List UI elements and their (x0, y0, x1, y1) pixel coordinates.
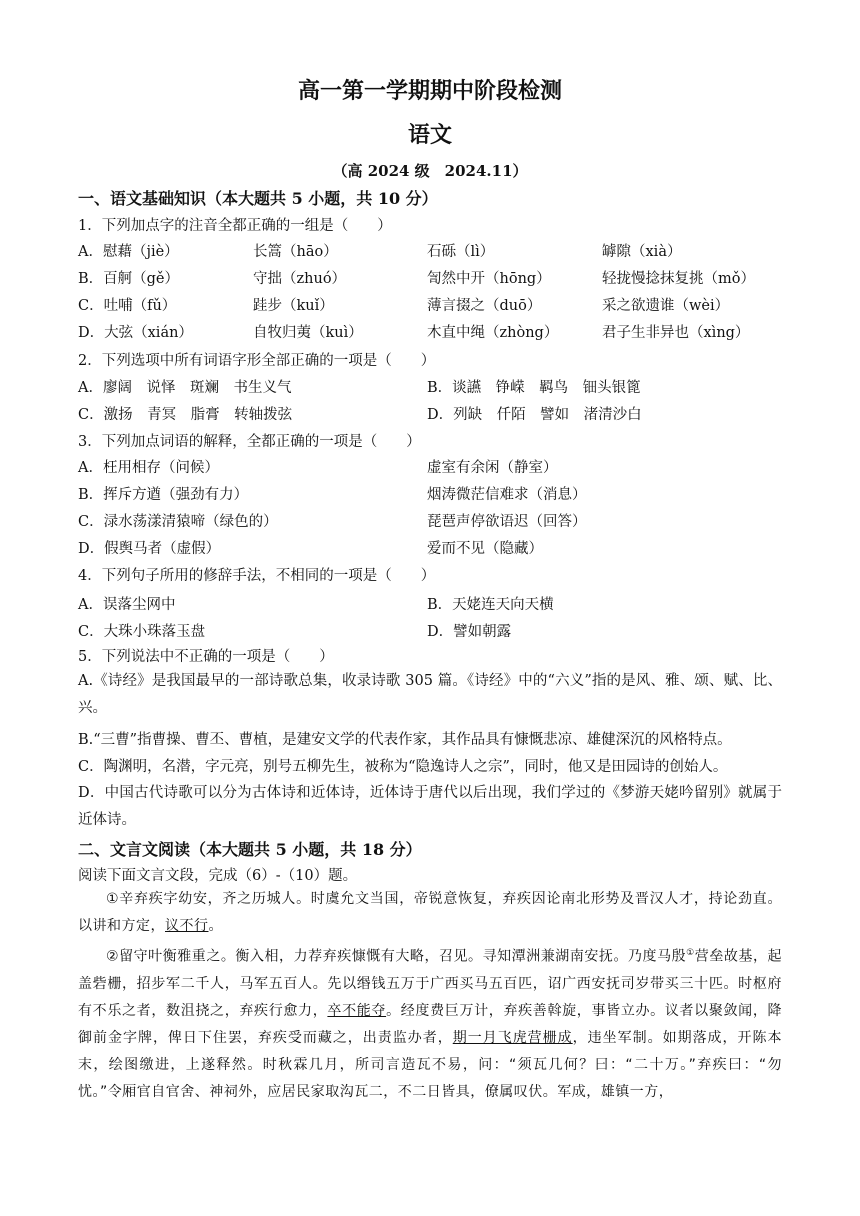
p2-text-b: 营垒故基，起盖砦栅，招步军二千人，马军五百人。先以缗钱五万于广西买马五百匹，诏广西安抚司岁带买三十匹。时枢府有不乐之者，数沮挠之，弃疾行愈力， (78, 948, 782, 1019)
p2-underlined-2: 期一月飞虎营栅成 (452, 1029, 573, 1046)
q3-row-b (78, 483, 782, 503)
p2-underlined-1: 卒不能夺 (327, 1002, 387, 1019)
q4-option-c: C．大珠小珠落玉盘 (78, 624, 206, 640)
q3-c-2: 琵琶声停欲语迟（回答） (427, 514, 587, 530)
q4-option-d: D．譬如朝露 (427, 624, 512, 640)
passage-paragraph-1 (78, 886, 782, 940)
q3-row-c (78, 510, 782, 530)
q1-a-1: A．慰藉（jiè） (78, 244, 179, 260)
section2-heading: 二、文言文阅读（本大题共 5 小题，共 18 分） (78, 840, 422, 859)
q1-a-3: 石砾（lì） (427, 244, 495, 260)
q5-option-a: A.《诗经》是我国最早的一部诗歌总集，收录诗歌 305 篇。《诗经》中的“六义”指的是风、雅、颂、赋、比、兴。 (78, 673, 782, 716)
p2-footnote-mark: ① (686, 948, 695, 958)
q1-row-c (78, 294, 782, 314)
exam-title: 高一第一学期期中阶段检测 (297, 78, 562, 104)
q3-a-2: 虚室有余闲（静室） (427, 460, 558, 476)
q5-option-b: B.“三曹”指曹操、曹丕、曹植，是建安文学的代表作家，其作品具有慷慨悲凉、雄健深沉的风格特点。 (78, 732, 732, 748)
q1-c-1: C．吐哺（fǔ） (78, 298, 177, 314)
q3-b-2: 烟涛微茫信难求（消息） (427, 487, 587, 503)
q5-stem: 5．下列说法中不正确的一项是（ ） (78, 649, 334, 665)
q2-option-a: A．廖阔 说怿 斑斓 书生义气 (78, 380, 292, 396)
q1-c-2: 跬步（kuǐ） (253, 298, 334, 314)
q4-row-ab (78, 593, 782, 613)
q2-option-b: B．谈讌 铮嵘 羁鸟 钿头银篦 (427, 380, 641, 396)
q4-row-cd (78, 620, 782, 640)
q3-stem: 3．下列加点词语的解释，全都正确的一项是（ ） (78, 434, 421, 450)
q2-option-c: C．激扬 青冥 脂膏 转轴拨弦 (78, 407, 293, 423)
q1-d-2: 自牧归荑（kuì） (253, 325, 363, 341)
q1-row-a (78, 240, 782, 260)
p1-text-a: ①辛弃疾字幼安，齐之历城人。时虞允文当国，帝锐意恢复，弃疾因论南北形势及晋汉人才，持论劲直。以讲和方定， (78, 891, 782, 934)
q2-stem: 2．下列选项中所有词语字形全部正确的一项是（ ） (78, 353, 436, 369)
q2-row-ab (78, 376, 782, 396)
q4-stem: 4．下列句子所用的修辞手法，不相同的一项是（ ） (78, 568, 436, 584)
q1-b-4: 轻拢慢捻抹复挑（mǒ） (602, 271, 755, 287)
q5-option-d: D．中国古代诗歌可以分为古体诗和近体诗，近体诗于唐代以后出现，我们学过的《梦游天姥吟留别》就属于近体诗。 (78, 785, 782, 828)
section1-heading: 一、语文基础知识（本大题共 5 小题，共 10 分） (78, 189, 438, 208)
p1-underlined: 议不行 (165, 918, 209, 934)
q1-c-3: 薄言掇之（duō） (427, 298, 542, 314)
q1-row-b (78, 267, 782, 287)
p2-text-c: 。经度费巨万计，弃疾善斡旋，事皆立办。议者以聚敛闻，降御前金字牌，俾日下住罢，弃疾受而藏之，出责监办者， (78, 1002, 783, 1046)
exam-grade-date: （高 2024 级 2024.11） (332, 162, 528, 180)
q3-row-a (78, 456, 782, 476)
q1-row-d (78, 321, 782, 341)
q1-stem: 1．下列加点字的注音全都正确的一组是（ ） (78, 218, 392, 234)
q2-row-cd (78, 403, 782, 423)
passage-paragraph-2 (78, 940, 782, 1106)
q3-d-2: 爱而不见（隐藏） (427, 541, 543, 557)
q3-b-1: B．挥斥方遒（强劲有力） (78, 487, 249, 503)
p2-text-d: ，违坐军制。如期落成，开陈本末，绘图缴进，上遂释然。时秋霖几月，所司言造瓦不易，问：“须瓦几何？曰：“二十万。”弃疾曰：“勿忧。”令厢官自官舍、神祠外，应居民家取沟瓦二，不二日皆具，僚属叹伏。军成，雄镇一方， (78, 1029, 783, 1100)
q1-a-4: 罅隙（xià） (602, 244, 682, 260)
q4-option-b: B．天姥连天向天横 (427, 597, 554, 613)
q1-c-4: 采之欲遗谁（wèi） (602, 298, 730, 314)
q3-c-1: C．渌水荡漾清猿啼（绿色的） (78, 514, 278, 530)
q1-b-2: 守拙（zhuó） (253, 271, 347, 287)
p2-text-a: ②留守叶衡雅重之。衡入相，力荐弃疾慷慨有大略，召见。寻知潭洲兼湖南安抚。乃度马殷 (106, 948, 687, 965)
q1-d-1: D．大弦（xián） (78, 325, 193, 341)
section2-instruction: 阅读下面文言文段，完成（6）-（10）题。 (78, 868, 358, 884)
q5-option-c: C．陶渊明，名潜，字元亮，别号五柳先生，被称为“隐逸诗人之宗”，同时，他又是田园诗的创始人。 (78, 759, 728, 775)
q1-a-2: 长篙（hāo） (253, 244, 338, 260)
q1-b-1: B．百舸（gě） (78, 271, 180, 287)
p1-text-b: 。 (208, 918, 223, 934)
q4-option-a: A．误落尘网中 (78, 597, 176, 613)
q1-b-3: 訇然中开（hōng） (427, 271, 551, 287)
q3-row-d (78, 537, 782, 557)
q1-d-3: 木直中绳（zhòng） (427, 325, 559, 341)
q2-option-d: D．列缺 仟陌 譬如 渚清沙白 (427, 407, 642, 423)
q1-d-4: 君子生非异也（xìng） (602, 325, 750, 341)
q3-d-1: D．假舆马者（虚假） (78, 541, 221, 557)
q3-a-1: A．枉用相存（问候） (78, 460, 219, 476)
exam-subject: 语文 (407, 122, 452, 148)
